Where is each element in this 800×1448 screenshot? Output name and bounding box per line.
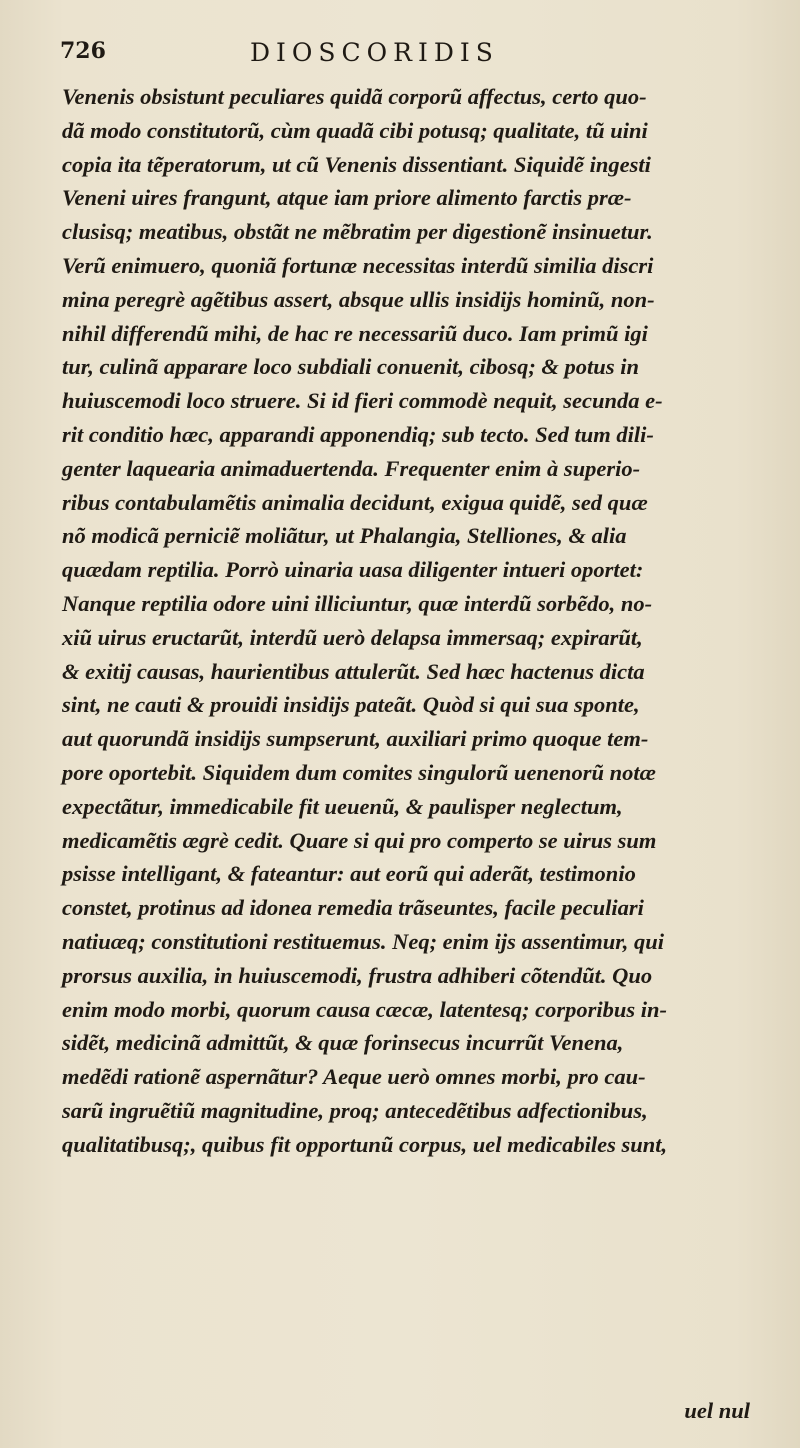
catchword: uel nul: [684, 1398, 750, 1423]
text-line: pore oportebit. Siquidem dum comites singulorũ uenenorũ notæ: [62, 759, 656, 785]
text-line: nihil differendũ mihi, de hac re necessariũ duco. Iam primũ igi: [62, 320, 648, 346]
text-line: sint, ne cauti & prouidi insidijs pateãt. Quòd si qui sua sponte,: [62, 692, 640, 718]
text-line: tur, culinã apparare loco subdiali conuenit, cibosq; & potus in: [62, 354, 639, 380]
text-line: rit conditio hæc, apparandi apponendiq; sub tecto. Sed tum dili-: [62, 421, 654, 447]
page-header: [60, 38, 740, 78]
page-number: 726: [60, 38, 106, 64]
text-line: prorsus auxilia, in huiuscemodi, frustra adhiberi cõtendũt. Quo: [62, 962, 653, 988]
text-line: enim modo morbi, quorum causa cæcæ, latentesq; corporibus in-: [62, 996, 668, 1022]
text-line: ribus contabulamẽtis animalia decidunt, exigua quidẽ, sed quæ: [62, 489, 648, 515]
text-line: qualitatibusq;, quibus fit opportunũ corpus, uel medicabiles sunt,: [62, 1131, 668, 1157]
text-line: sidẽt, medicinã admittũt, & quæ forinsecus incurrũt Venena,: [62, 1030, 624, 1056]
text-line: xiũ uirus eructarũt, interdũ uerò delapsa immersaq; expirarũt,: [62, 624, 643, 650]
text-line: clusisq; meatibus, obstãt ne mẽbratim per digestionẽ insinuetur.: [62, 219, 653, 245]
text-line: dã modo constitutorũ, cùm quadã cibi potusq; qualitate, tũ uini: [62, 117, 648, 143]
text-line: Veneni uires frangunt, atque iam priore alimento farctis præ-: [62, 185, 632, 211]
text-line: quædam reptilia. Porrò uinaria uasa diligenter intueri oportet:: [62, 557, 644, 583]
text-line: copia ita tẽperatorum, ut cũ Venenis dissentiant. Siquidẽ ingesti: [62, 151, 651, 177]
text-line: nõ modicã perniciẽ moliãtur, ut Phalangia, Stelliones, & alia: [62, 523, 627, 549]
text-line: natiuæq; constitutioni restituemus. Neq; enim ijs assentimur, qui: [62, 928, 665, 954]
text-line: medicamẽtis ægrè cedit. Quare si qui pro comperto se uirus sum: [62, 827, 657, 853]
text-line: constet, protinus ad idonea remedia trãseuntes, facile peculiari: [62, 895, 644, 921]
text-line: Verũ enimuero, quoniã fortunæ necessitas interdũ similia discri: [62, 252, 654, 278]
text-line: sarũ ingruẽtiũ magnitudine, proq; antecedẽtibus adfectionibus,: [62, 1097, 648, 1123]
text-line: mina peregrè agẽtibus assert, absque ullis insidijs hominũ, non-: [62, 286, 655, 312]
text-line: huiuscemodi loco struere. Si id fieri commodè nequit, secunda e-: [62, 388, 663, 414]
text-line: & exitij causas, haurientibus attulerũt. Sed hæc hactenus dicta: [62, 658, 645, 684]
running-head: DIOSCORIDIS: [250, 38, 499, 67]
text-line: psisse intelligant, & fateantur: aut eorũ qui aderãt, testimonio: [62, 861, 636, 887]
text-line: medẽdi rationẽ aspernãtur? Aeque uerò omnes morbi, pro cau-: [62, 1064, 646, 1090]
body-text: [62, 80, 752, 1162]
text-line: aut quorundã insidijs sumpserunt, auxiliari primo quoque tem-: [62, 726, 649, 752]
text-line: Nanque reptilia odore uini illiciuntur, quæ interdũ sorbẽdo, no-: [62, 590, 653, 616]
text-line: expectãtur, immedicabile fit ueuenũ, & paulisper neglectum,: [62, 793, 623, 819]
text-line: genter laquearia animaduertenda. Frequenter enim à superio-: [62, 455, 641, 481]
text-line: Venenis obsistunt peculiares quidã corporũ affectus, certo quo-: [62, 84, 647, 109]
